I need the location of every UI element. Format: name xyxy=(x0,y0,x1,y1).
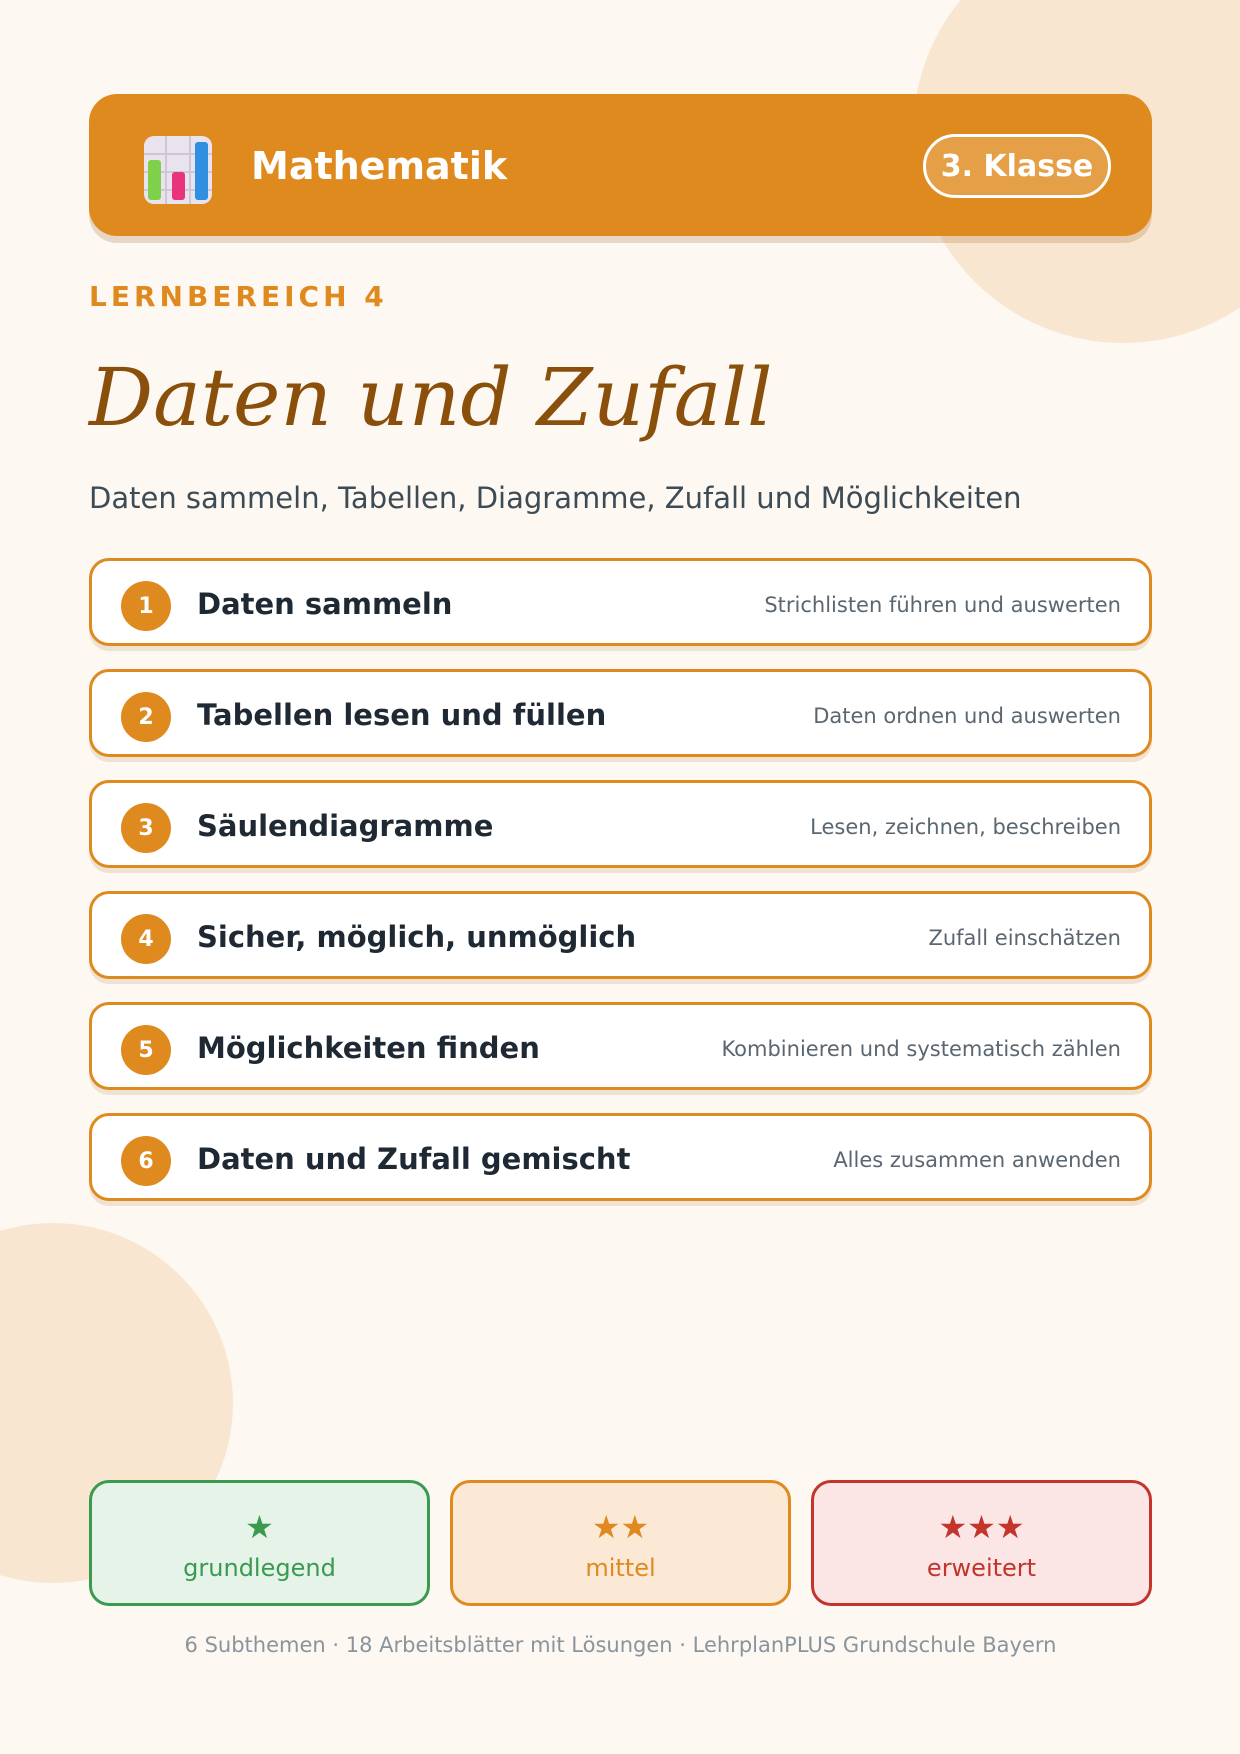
level-card-basic xyxy=(89,1480,430,1606)
difficulty-legend xyxy=(89,1480,1152,1606)
topic-title: Tabellen lesen und füllen xyxy=(197,698,607,732)
topic-number-badge: 3 xyxy=(121,803,171,853)
topic-description: Zufall einschätzen xyxy=(928,926,1121,950)
topic-title: Sicher, möglich, unmöglich xyxy=(197,920,637,954)
topic-list xyxy=(89,558,1152,1224)
star-icon: ★★ xyxy=(591,1508,650,1546)
topic-number-badge: 5 xyxy=(121,1025,171,1075)
topic-title: Säulendiagramme xyxy=(197,809,494,843)
topic-title: Daten sammeln xyxy=(197,587,453,621)
subject-title: Mathematik xyxy=(251,144,508,188)
topic-number-badge: 4 xyxy=(121,914,171,964)
section-label: LERNBEREICH 4 xyxy=(89,280,388,313)
level-label: erweitert xyxy=(926,1554,1037,1582)
topic-description: Strichlisten führen und auswerten xyxy=(764,593,1121,617)
bar-chart-icon xyxy=(142,134,214,206)
level-label: mittel xyxy=(585,1554,656,1582)
level-card-advanced xyxy=(811,1480,1152,1606)
grade-badge: 3. Klasse xyxy=(923,134,1111,198)
topic-description: Kombinieren und systematisch zählen xyxy=(721,1037,1121,1061)
topic-item-6[interactable] xyxy=(89,1113,1152,1201)
topic-title: Daten und Zufall gemischt xyxy=(197,1142,631,1176)
topic-title: Möglichkeiten finden xyxy=(197,1031,540,1065)
topic-item-1[interactable] xyxy=(89,558,1152,646)
topic-item-5[interactable] xyxy=(89,1002,1152,1090)
topic-description: Alles zusammen anwenden xyxy=(833,1148,1121,1172)
subject-header xyxy=(89,94,1152,236)
star-icon: ★★★ xyxy=(938,1508,1025,1546)
page-subtitle: Daten sammeln, Tabellen, Diagramme, Zufall und Möglichkeiten xyxy=(89,481,1022,515)
topic-description: Lesen, zeichnen, beschreiben xyxy=(810,815,1121,839)
topic-item-4[interactable] xyxy=(89,891,1152,979)
footer-note: 6 Subthemen · 18 Arbeitsblätter mit Lösungen · LehrplanPLUS Grundschule Bayern xyxy=(184,1633,1057,1657)
topic-item-2[interactable] xyxy=(89,669,1152,757)
page-title: Daten und Zufall xyxy=(89,351,773,444)
topic-description: Daten ordnen und auswerten xyxy=(813,704,1121,728)
topic-number-badge: 2 xyxy=(121,692,171,742)
level-card-medium xyxy=(450,1480,791,1606)
level-label: grundlegend xyxy=(183,1554,336,1582)
star-icon: ★ xyxy=(245,1508,274,1546)
topic-number-badge: 1 xyxy=(121,581,171,631)
topic-item-3[interactable] xyxy=(89,780,1152,868)
topic-number-badge: 6 xyxy=(121,1136,171,1186)
